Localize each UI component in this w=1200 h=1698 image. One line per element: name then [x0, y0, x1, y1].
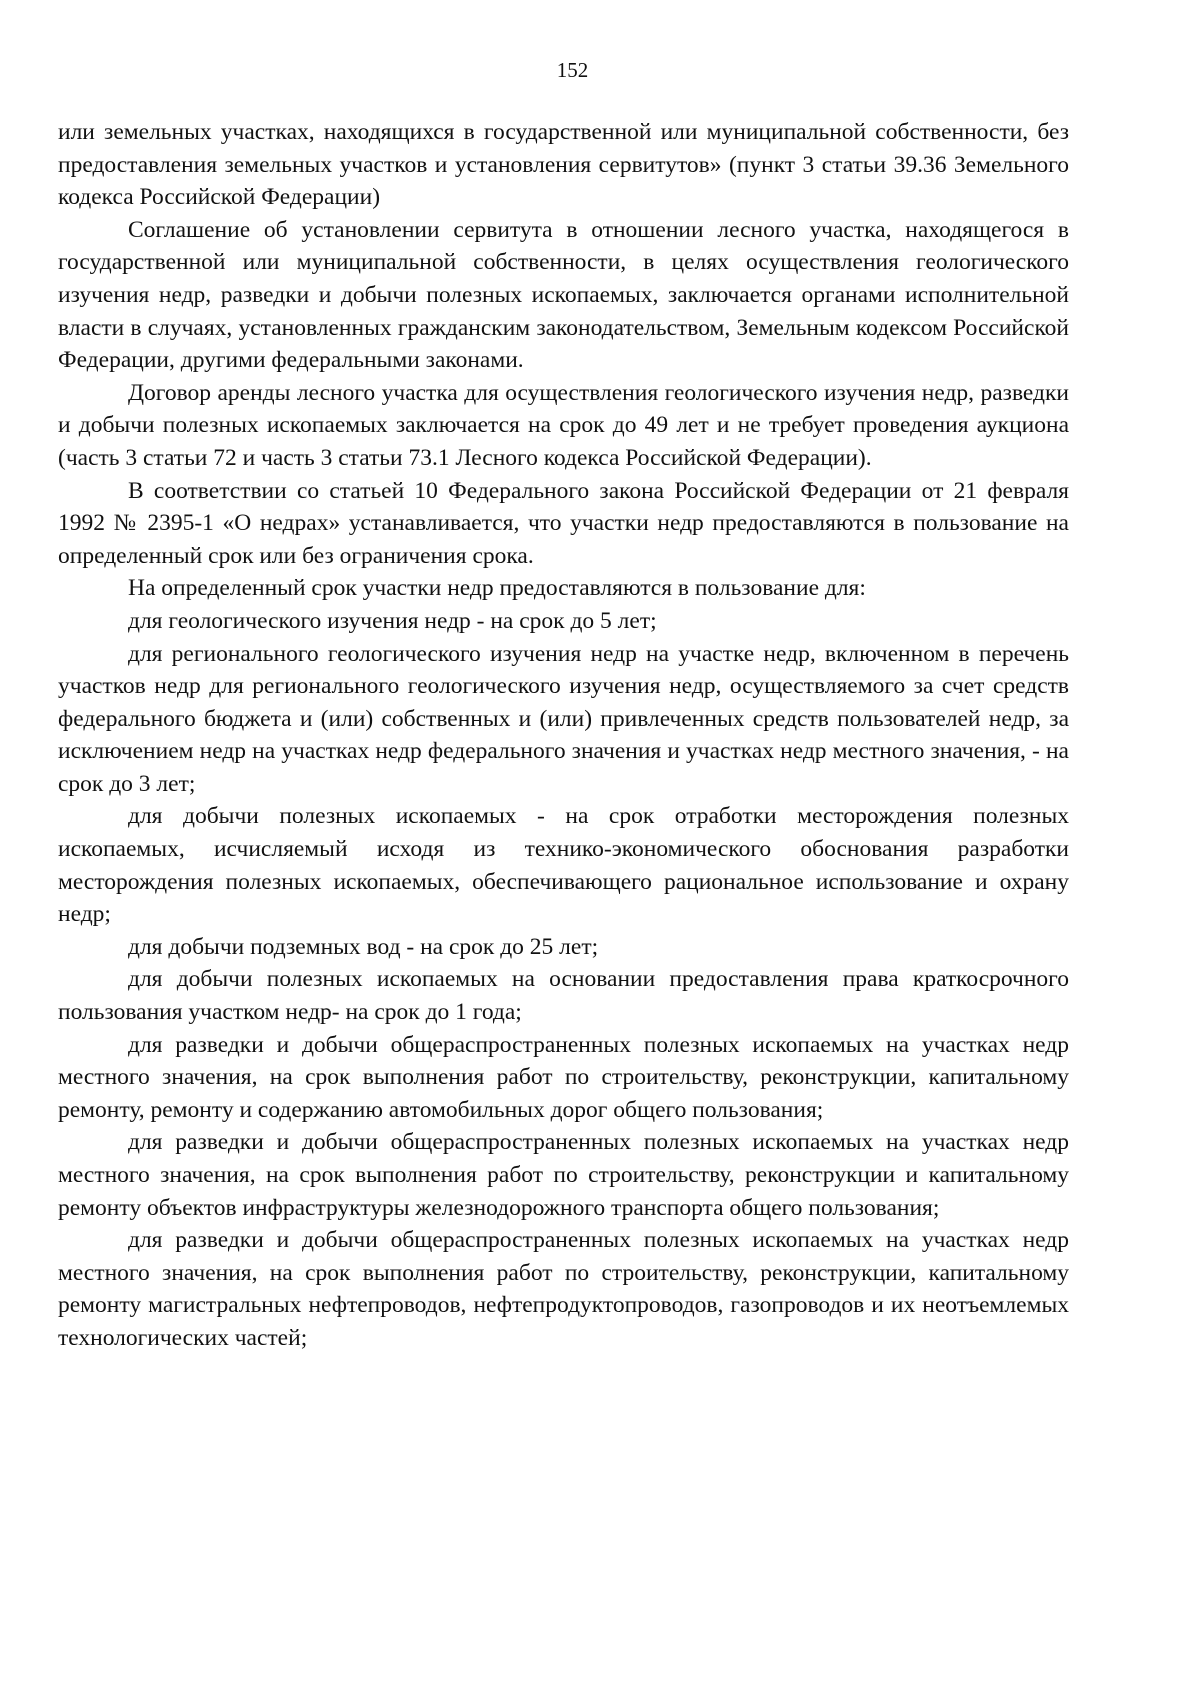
paragraph: На определенный срок участки недр предоставляются в пользование для: [128, 575, 866, 602]
paragraph: В соответствии со статьей 10 Федерального закона Российской Федерации от 21 февраля 1992 № 2395-1 «О недрах» устанавливается, что участки недр предоставляются в пользование на определенный срок или без ограничения срока. [58, 477, 1069, 569]
list-item: для геологического изучения недр - на срок до 5 лет; [128, 607, 657, 634]
paragraph: Соглашение об установлении сервитута в отношении лесного участка, находящегося в государственной или муниципальной собственности, в целях осуществления геологического изучения недр, разведки и добычи полезных ископаемых, заключается органами исполнительной власти в случаях, установленных гражданским законодательством, Земельным кодексом Российской Федерации, другими федеральными законами. [58, 216, 1069, 374]
list-item: для регионального геологического изучения недр на участке недр, включенном в перечень участков недр для регионального геологического изучения недр, осуществляемого за счет средств федерального бюджета и (или) собственных и (или) привлеченных средств пользователей недр, за исключением недр на участках недр федерального значения и участках недр местного значения, - на срок до 3 лет; [58, 640, 1069, 797]
list-item: для разведки и добычи общераспространенных полезных ископаемых на участках недр местного значения, на срок выполнения работ по строительству, реконструкции, капитальному ремонту, ремонту и содержанию автомобильных дорог общего пользования; [58, 1031, 1069, 1123]
list-item: для добычи подземных вод - на срок до 25 лет; [128, 933, 599, 960]
page-number: 152 [556, 58, 589, 82]
paragraph-continuation: или земельных участках, находящихся в государственной или муниципальной собственности, без предоставления земельных участков и установления сервитутов» (пункт 3 статьи 39.36 Земельного кодекса Российской Федерации) [58, 119, 1069, 211]
list-item: для добычи полезных ископаемых - на срок отработки месторождения полезных ископаемых, исчисляемый исходя из технико-экономического обоснования разработки месторождения полезных ископаемых, обеспечивающего рациональное использование и охрану недр; [58, 803, 1069, 928]
list-item: для добычи полезных ископаемых на основании предоставления права краткосрочного пользования участком недр- на срок до 1 года; [58, 966, 1069, 1026]
list-item: для разведки и добычи общераспространенных полезных ископаемых на участках недр местного значения, на срок выполнения работ по строительству, реконструкции, капитальному ремонту магистральных нефтепроводов, нефтепродуктопроводов, газопроводов и их неотъемлемых технологических частей; [58, 1227, 1069, 1351]
paragraph: Договор аренды лесного участка для осуществления геологического изучения недр, разведки и добычи полезных ископаемых заключается на срок до 49 лет и не требует проведения аукциона (часть 3 статьи 72 и часть 3 статьи 73.1 Лесного кодекса Российской Федерации). [58, 379, 1069, 471]
document-body [58, 116, 1069, 1355]
list-item: для разведки и добычи общераспространенных полезных ископаемых на участках недр местного значения, на срок выполнения работ по строительству, реконструкции и капитальному ремонту объектов инфраструктуры железнодорожного транспорта общего пользования; [58, 1129, 1069, 1221]
